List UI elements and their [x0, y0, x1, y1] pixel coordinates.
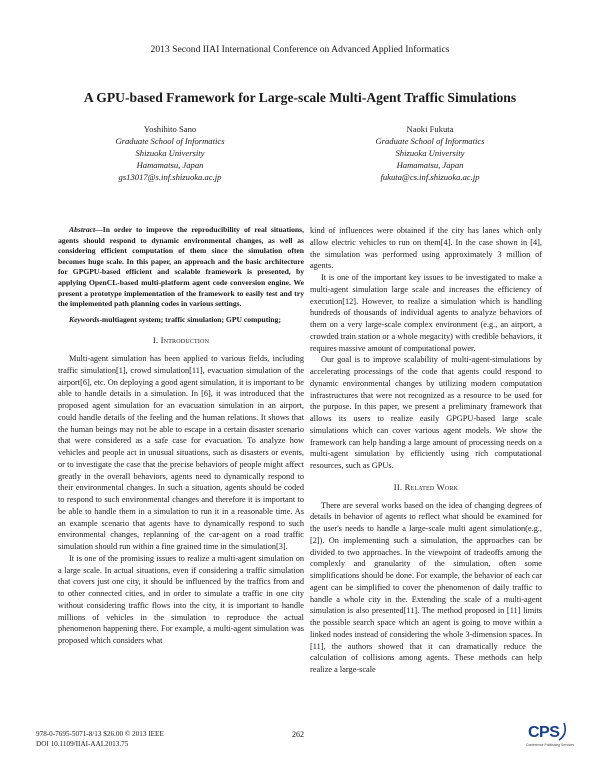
right-column	[310, 225, 542, 676]
paragraph: It is one of the important key issues to be investigated to make a multi-agent simulation large scale and increases the efficiency of execution[12]. However, to realize a simulation which is handling hundreds of thousands of individual agents to analyze behaviors of them on a very large-scale complex environment (e.g., an airport, a crowded train station or a whole megacity) with credible behaviors, it requires massive amount of computational power.	[310, 273, 542, 353]
author-name: Naoki Fukuta	[406, 124, 454, 134]
keywords-label: Keywords	[69, 314, 100, 324]
author-name: Yoshihito Sano	[143, 124, 197, 134]
section-heading-related-work	[310, 482, 542, 494]
author-email: gs13017@s.inf.shizuoka.ac.jp	[118, 172, 222, 182]
section-number: I.	[152, 335, 159, 346]
author-university: Shizuoka University	[395, 148, 465, 158]
paragraph: There are several works based on the idea of changing degrees of details in behavior of agents to reflect what should be examined for the user's needs to handle a large-scale multi agent simulation(e.g., [2]). On implementing such a simulation, the approaches can be divided to two approaches. In the viewpoint of tradeoffs among the complexly and granularity of the simulation, often some simplifications should be done. For example, the behavior of each car agent can be simplified to cover the phenomenon of daily traffic to handle a whole city in the. Extending the scale of a multi-agent simulation is also presented[11]. The method proposed in [11] limits the possible search space which an agent is going to move within a linked nodes instead of considering the whole 3-dimension spaces. In [11], the authors showed that it can dramatically reduce the calculation of collisions among agents. These methods can help realize a large-scale	[310, 500, 542, 674]
paragraph: It is one of the promising issues to realize a multi-agent simulation on a large scale. In actual situations, even if considering a traffic simulation that covers just one city, it should be influenced by the traffics from and to other connected cities, and in order to simulate a traffic in one city without considering traffic flows into the city, it is important to handle millions of vehicles in the simulation to reproduce the actual phenomenon happening there. For example, a multi-agent simulation was proposed which considers what	[58, 553, 304, 646]
cps-swoosh-icon	[558, 722, 570, 742]
left-column	[58, 225, 304, 647]
page-number: 262	[292, 730, 304, 739]
author-block-2	[325, 123, 535, 183]
section-title: Related Work	[404, 481, 459, 492]
author-city: Hamamatsu, Japan	[136, 160, 204, 170]
author-city: Hamamatsu, Japan	[396, 160, 464, 170]
section-heading-introduction	[58, 335, 304, 347]
author-school: Graduate School of Informatics	[115, 136, 225, 146]
footer-publication-info	[36, 730, 164, 749]
keywords-text: -multiagent system; traffic simulation; GPU computing;	[99, 314, 281, 324]
footer-doi: DOI 10.1109/IIAI-AAI.2013.75	[36, 739, 129, 748]
section-title: Introduction	[160, 335, 210, 346]
abstract-label: Abstract	[69, 225, 96, 234]
paragraph: kind of influences were obtained if the city has lanes which only allow electric vehicles to run on them[4]. In the case shown in [4], the simulation was performed using approximately 3 million of agents.	[310, 226, 542, 271]
cps-logo-tagline: Conference Publishing Services	[526, 743, 575, 747]
author-email: fukuta@cs.inf.shizuoka.ac.jp	[380, 172, 480, 182]
keywords	[58, 315, 304, 326]
paragraph: Multi-agent simulation has been applied to various fields, including traffic simulation[1], crowd simulation[11], evacuation simulation of the airport[6], etc. On deploying a good agent simulation, it is important to be able to handle details in a simulation. In [6], it was introduced that the proposed agent simulation for an evacuation simulation in an airport, could handle details of the feeling and the human relations. It shows that the human beings may not be able to escape in a certain disaster scenario that were considered as a safe case for evacuation. To analyze how vehicles and people act in unusual situations, such as disasters or events, or to investigate the case that the precise behaviors of people might affect greatly in the overall behaviors, agents need to dynamically respond to their environmental changes. In such a situation, agents should be coded to respond to such environmental changes and therefore it is important to be able to handle them in a simulation to run it in a reasonable time. As an example scenario that agents have to dynamically respond to such environmental changes, replanning of the car-agent on a road traffic simulation should run within a fine grained time in the simulation[3].	[58, 354, 304, 552]
abstract	[58, 225, 304, 310]
cps-logo-text: CPS	[528, 724, 560, 741]
section-number: II.	[393, 481, 403, 492]
paragraph: Our goal is to improve scalability of multi-agent-simulations by accelerating processings of the code that agents could respond to dynamic environmental changes by utilizing modern computation infrastructures that were not recognized as a resource to be used for the purpose. In this paper, we present a preliminary framework that allows its users to realize easily GPGPU-based large scale simulations which can cover various agent models. We show the framework can help handing a large amount of processing needs on a multi-agent simulation by efficiently using rich computational resources, such as GPUs.	[310, 355, 542, 470]
paper-title: A GPU-based Framework for Large-scale Multi-Agent Traffic Simulations	[83, 90, 517, 105]
cps-logo	[526, 722, 575, 750]
author-school: Graduate School of Informatics	[375, 136, 485, 146]
abstract-text: —In order to improve the reproducibility of real situations, agents should respond to dynamic environmental changes, as well as considering efficient computation of them since the simulation often becomes huge scale. In this paper, an approach and the basic architecture for GPGPU-based efficient and scalable framework is presented, by applying OpenCL-based multi-platform agent code conversion engine. We present a prototype implementation of the framework to easily test and try the implemented path planning codes in various settings.	[58, 225, 304, 309]
author-university: Shizuoka University	[135, 148, 205, 158]
author-block-1	[65, 123, 275, 183]
conference-header: 2013 Second IIAI International Conference on Advanced Applied Informatics	[150, 44, 450, 55]
footer-isbn: 978-0-7695-5071-8/13 $26.00 © 2013 IEEE	[36, 730, 164, 738]
